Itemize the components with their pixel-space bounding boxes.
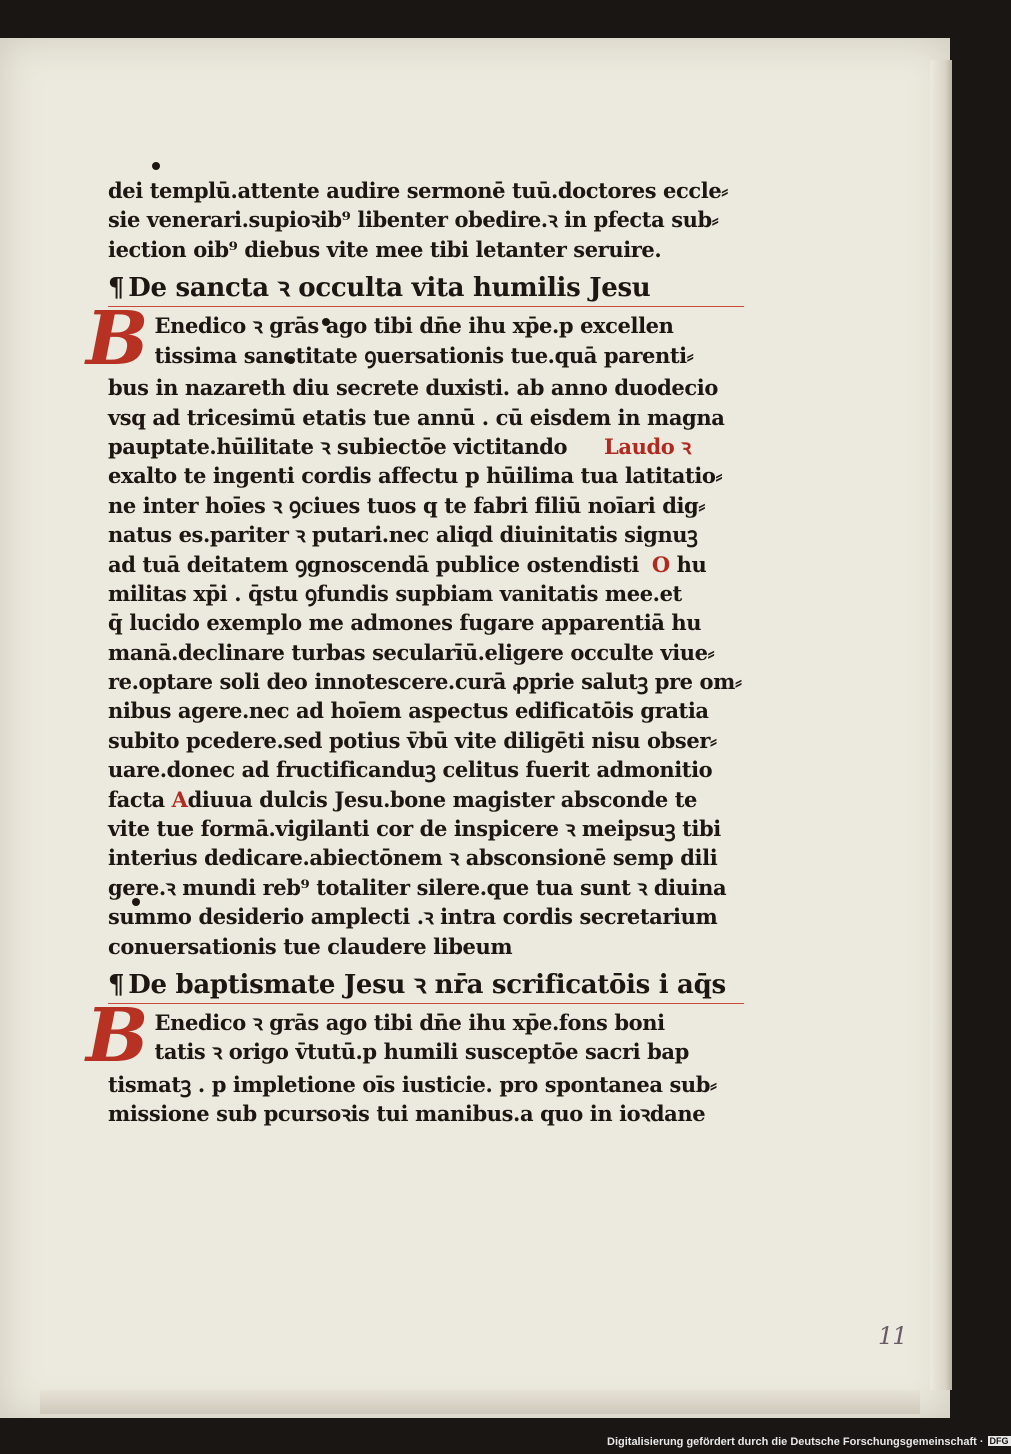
text-line: sie venerari.supioꝛib⁹ libenter obedire.ꝛ in pfecta sub⸗ [108, 207, 719, 233]
text-line: vsq ad tricesimū etatis tue annū . cū eisdem in magna [108, 404, 725, 430]
text-line: bus in nazareth diu secrete duxisti. ab anno duodecio [108, 375, 718, 401]
dfg-logo: DFG [989, 1436, 1009, 1446]
text-line: Enedico ꝛ grās ago tibi dn̄e ihu xp̄e.fons boni [154, 1009, 665, 1035]
text-line: missione sub pcursoꝛis tui manibus.a quo in ioꝛdane [108, 1101, 706, 1127]
text-line: nibus agere.nec ad hoīem aspectus edificatōis gratia [108, 698, 709, 724]
text-line: exalto te ingenti cordis affectu p hūilima tua latitatio⸗ [108, 463, 723, 489]
text-line: tatis ꝛ origo v̄tutū.p humili susceptōe sacri bap [154, 1039, 689, 1065]
pilcrow-mark: ¶ [108, 273, 125, 304]
text-segment: pauptate.hūilitate ꝛ subiectōe victitando [108, 433, 568, 459]
page-bottom-edge [40, 1390, 920, 1414]
decorated-initial: B [86, 296, 149, 383]
page-edge [930, 60, 952, 1390]
text-line: uare.donec ad fructificanduꝫ celitus fuerit admonitio [108, 757, 713, 783]
rubric-word: Laudo ꝛ [604, 433, 691, 459]
text-segment: ad tuā deitatem ꝯgnoscendā publice ostendisti [108, 551, 639, 577]
text-line [108, 550, 744, 579]
decorated-initial: B [86, 992, 149, 1079]
folio-number: 11 [878, 1322, 907, 1350]
text-line: dei templū.attente audire sermonē tuū.doctores eccle⸗ [108, 178, 728, 203]
rubric-letter: O [651, 551, 670, 577]
text-line: manā.declinare turbas secularīū.eligere occulte viue⸗ [108, 639, 715, 665]
text-line: ne inter hoīes ꝛ ꝯciues tuos q te fabri filiū noīari dig⸗ [108, 492, 705, 518]
section-2 [86, 992, 744, 1129]
text-line: tismatꝫ . p impletione oīs iusticie. pro spontanea sub⸗ [108, 1071, 717, 1097]
text-line [108, 785, 744, 814]
ink-spot [152, 162, 160, 170]
text-line: militas xp̄i . q̄stu ꝯfundis supbiam vanitatis mee.et [108, 580, 682, 606]
footer-credit [607, 1436, 1011, 1448]
section-heading-1 [108, 270, 744, 307]
text-line: q̄ lucido exemplo me admones fugare apparentiā hu [108, 610, 702, 636]
text-line: subito pcedere.sed potius v̄bū vite diligēti nisu obser⸗ [108, 727, 717, 753]
text-line: re.optare soli deo innotescere.curā ꝓprie salutꝫ pre om⸗ [108, 669, 742, 695]
text-line: vite tue formā.vigilanti cor de inspicere ꝛ meipsuꝫ tibi [108, 816, 721, 842]
text-line [108, 432, 744, 461]
section-1 [86, 296, 744, 961]
text-line: summo desiderio amplecti .ꝛ intra cordis secretarium [108, 904, 718, 930]
text-line: Enedico ꝛ grās ago tibi dn̄e ihu xp̄e.p excellen [154, 313, 674, 339]
text-segment: diuua dulcis Jesu.bone magister absconde te [187, 786, 697, 812]
rubric-letter: A [171, 786, 188, 812]
text-line: iection oib⁹ diebus vite mee tibi letanter seruire. [108, 236, 662, 262]
footer-credit-text: Digitalisierung gefördert durch die Deutsche Forschungsgemeinschaft · [607, 1436, 984, 1448]
heading-text: De baptismate Jesu ꝛ nr̄a scrificatōis i aq̄s [128, 969, 726, 1000]
text-block [86, 176, 744, 1129]
text-line: interius dedicare.abiectōnem ꝛ absconsionē semp dili [108, 845, 718, 871]
pilcrow-mark: ¶ [108, 969, 125, 1000]
text-line: tissima sanctitate ꝯuersationis tue.quā parenti⸗ [154, 342, 694, 368]
text-line: conuersationis tue claudere libeum [108, 933, 513, 959]
section-heading-2 [108, 967, 744, 1004]
text-line: gere.ꝛ mundi reb⁹ totaliter silere.que tua sunt ꝛ diuina [108, 874, 727, 900]
text-segment: facta [108, 786, 165, 812]
heading-text: De sancta ꝛ occulta vita humilis Jesu [128, 273, 651, 304]
text-segment: hu [676, 551, 707, 577]
text-line: natus es.pariter ꝛ putari.nec aliqd diuinitatis signuꝫ [108, 522, 698, 548]
